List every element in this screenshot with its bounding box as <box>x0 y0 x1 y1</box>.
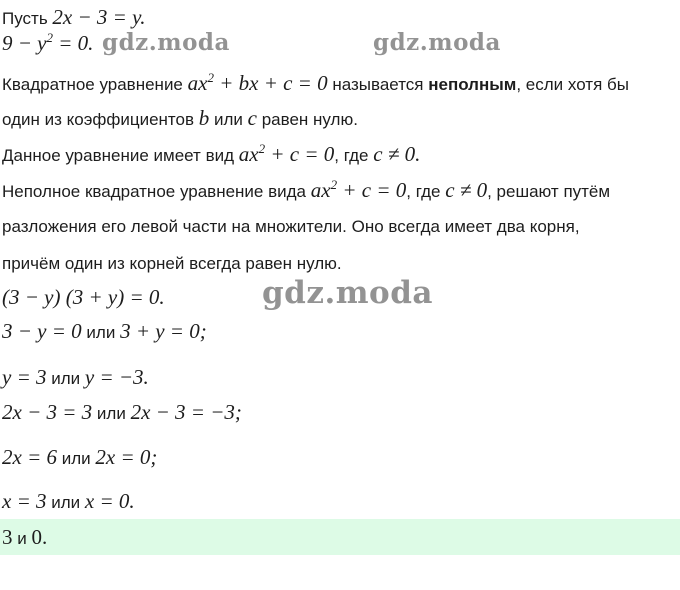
linear-line: 2x = 6 или 2x = 0; <box>2 445 158 469</box>
formula-9-minus-y2: $9 - y^2 = 0$. <box>2 30 94 55</box>
x-values-line: x = 3 или x = 0. <box>2 489 135 513</box>
answer-value-1: 3 <box>2 525 13 549</box>
answer-box <box>0 519 680 555</box>
text-pust: Пусть <box>2 9 48 28</box>
method-line-1: Неполное квадратное уравнение вида $ax^2 + c = 0$, где c ≠ 0, решают путём <box>2 177 611 202</box>
split-line: 3 − y = 0 или 3 + y = 0; <box>2 319 207 343</box>
term-incomplete: неполным <box>428 75 517 94</box>
factored-line: (3 − y) (3 + y) = 0. <box>2 285 165 309</box>
form-line: Данное уравнение имеет вид $ax^2 + c = 0$, где c ≠ 0. <box>2 141 421 166</box>
definition-line-1: Квадратное уравнение $ax^2$ + bx + c = 0 называется неполным, если хотя бы <box>2 70 629 95</box>
equation-line <box>2 32 93 56</box>
formula-general: $ax^2$ + bx + c = 0 <box>187 70 328 95</box>
definition-line-2: один из коэффициентов b или c равен нулю. <box>2 106 358 130</box>
y-values-line: y = 3 или y = −3. <box>2 365 149 389</box>
watermark: gdz.moda <box>102 29 230 56</box>
answer-line: 3 и 0. <box>2 525 48 549</box>
watermark: gdz.moda <box>262 275 433 311</box>
back-sub-line: 2x − 3 = 3 или 2x − 3 = −3; <box>2 400 242 424</box>
method-line-3: причём один из корней всегда равен нулю. <box>2 254 342 273</box>
method-line-2: разложения его левой части на множители. Оно всегда имеет два корня, <box>2 217 580 236</box>
answer-value-2: 0. <box>31 525 48 549</box>
watermark: gdz.moda <box>373 29 501 56</box>
substitution-line <box>2 6 145 30</box>
formula-substitution: 2x − 3 = y. <box>52 5 146 29</box>
